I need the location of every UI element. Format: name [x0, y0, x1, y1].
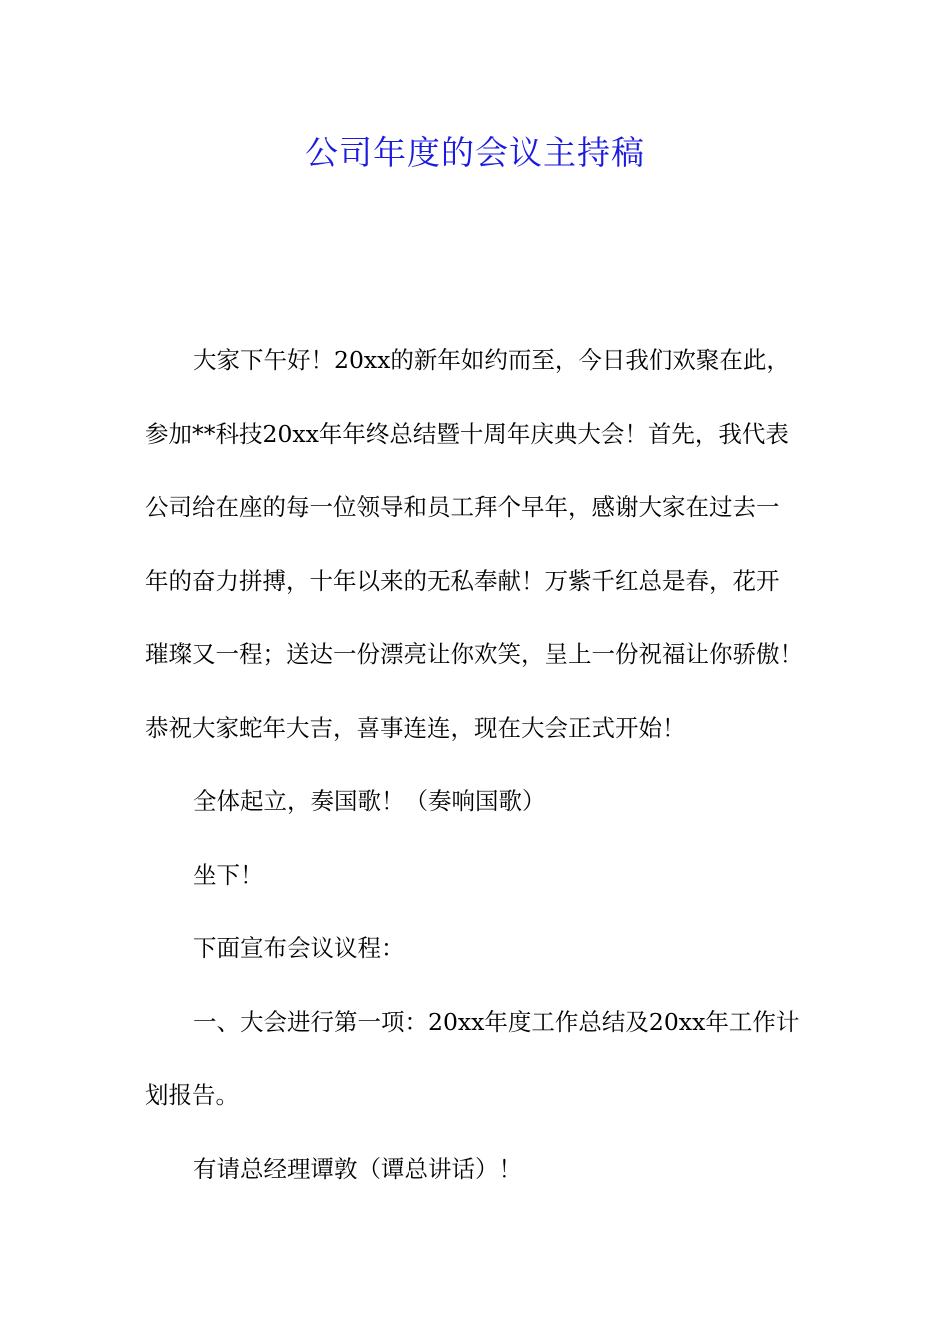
- paragraph-sit-down: [145, 839, 810, 913]
- paragraph-agenda-item-1: [145, 986, 810, 1133]
- paragraph-opening: [145, 324, 810, 765]
- text-line: 璀璨又一程；送达一份漂亮让你欢笑，呈上一份祝福让你骄傲！: [145, 640, 803, 668]
- text-line: 划报告。: [145, 1081, 239, 1109]
- text-line: 恭祝大家蛇年大吉，喜事连连，现在大会正式开始！: [145, 713, 686, 742]
- text-line: 下面宣布会议议程：: [193, 934, 405, 962]
- paragraph-agenda-intro: [145, 912, 810, 986]
- text-line: 参加**科技20xx年年终总结暨十周年庆典大会！首先，我代表: [145, 419, 789, 448]
- text-line: 大家下午好！20xx的新年如约而至，今日我们欢聚在此，: [193, 346, 790, 374]
- paragraph-anthem: [145, 765, 810, 839]
- document-body: [145, 324, 810, 1206]
- paragraph-invite-manager: [145, 1133, 810, 1207]
- document-title: 公司年度的会议主持稿: [305, 133, 645, 172]
- text-line: 坐下！: [193, 860, 264, 889]
- text-line: 年的奋力拼搏，十年以来的无私奉献！万紫千红总是春，花开: [145, 566, 780, 595]
- text-line: 有请总经理谭敦（谭总讲话）！: [193, 1154, 522, 1183]
- text-line: 一、大会进行第一项：20xx年度工作总结及20xx年工作计: [193, 1007, 800, 1036]
- text-line: 公司给在座的每一位领导和员工拜个早年，感谢大家在过去一: [145, 493, 780, 521]
- text-line: 全体起立，奏国歌！（奏响国歌）: [193, 787, 546, 815]
